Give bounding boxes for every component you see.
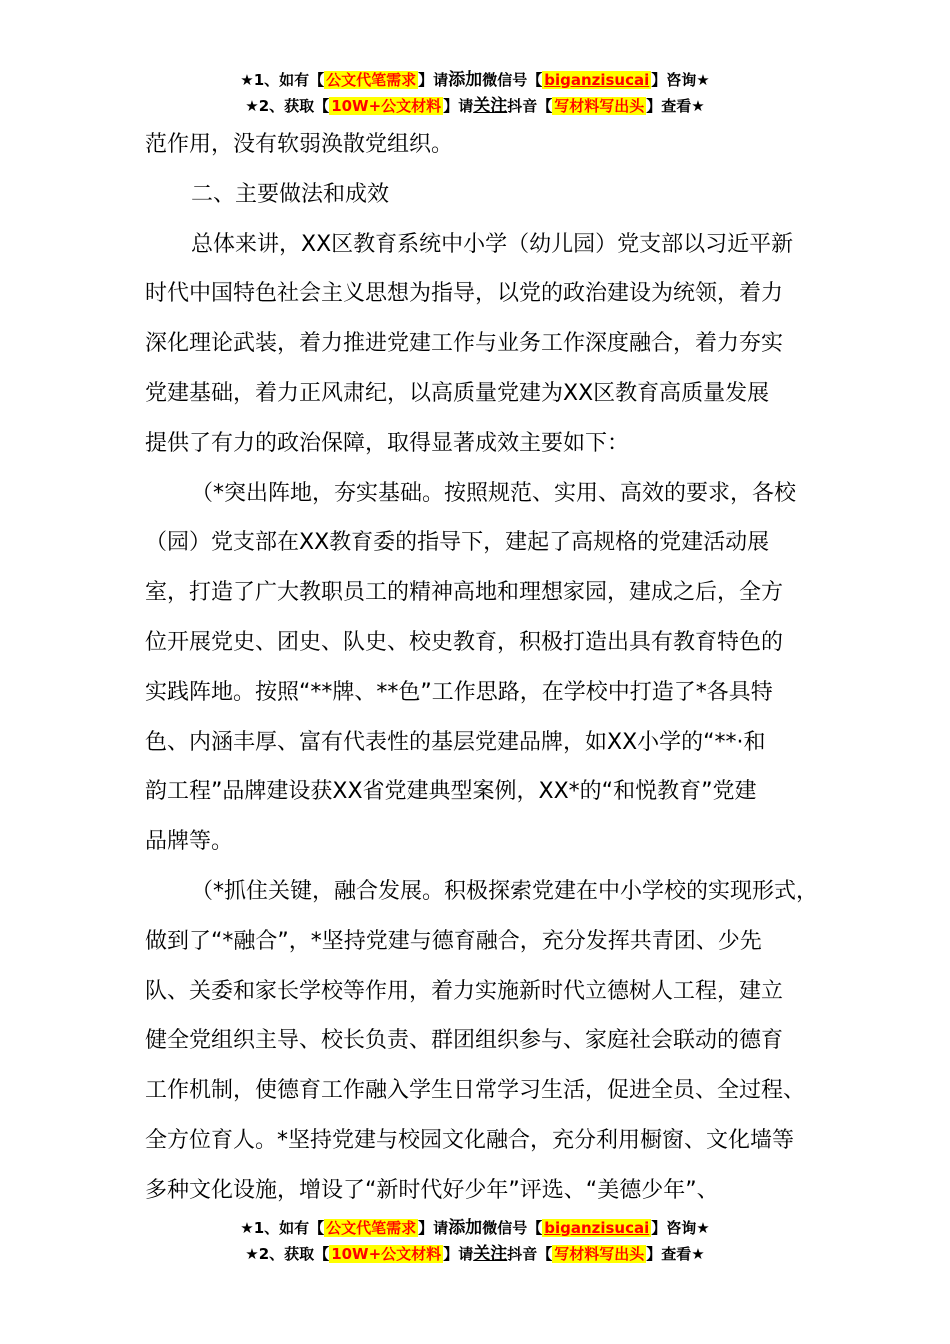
promo-text: 】请: [418, 71, 449, 89]
douyin-account: 写材料写出头: [554, 1245, 645, 1263]
body-line: 时代中国特色社会主义思想为指导，以党的政治建设为统领，着力: [145, 281, 784, 307]
body-line: 全方位育人。*坚持党建与校园文化融合，充分利用橱窗、文化墙等: [145, 1127, 795, 1153]
body-line: 范作用，没有软弱涣散党组织。: [145, 132, 454, 157]
promo-text: 2、获取【: [258, 1245, 330, 1263]
wechat-id: biganzisucai: [544, 1219, 650, 1237]
star-icon: ★: [245, 1245, 259, 1263]
promo-text: 】咨询★: [651, 71, 710, 89]
promo-line-1: [0, 67, 950, 93]
section-heading: 二、主要做法和成效: [191, 181, 390, 207]
body-line: 队、关委和家长学校等作用，着力实施新时代立德树人工程，建立: [145, 978, 784, 1004]
body-line: 实践阵地。按照“**牌、**色”工作思路，在学校中打造了*各具特: [145, 679, 773, 705]
promo-banner-bottom: [0, 1215, 950, 1267]
body-line: 健全党组织主导、校长负责、群团组织参与、家庭社会联动的德育: [145, 1028, 784, 1054]
promo-emphasis: 添加: [448, 70, 483, 90]
body-line: 色、内涵丰厚、富有代表性的基层党建品牌，如XX小学的“**·和: [145, 729, 766, 755]
star-icon: ★: [240, 1219, 254, 1237]
promo-text: 】查看★: [646, 1245, 705, 1263]
promo-line-2: [0, 93, 950, 119]
promo-emphasis: 关注: [473, 96, 508, 116]
body-line: 总体来讲，XX区教育系统中小学（幼儿园）党支部以习近平新: [191, 231, 794, 257]
body-line: 做到了“*融合”，*坚持党建与德育融合，充分发挥共青团、少先: [145, 928, 762, 954]
body-line: 韵工程”品牌建设获XX省党建典型案例，XX*的“和悦教育”党建: [145, 779, 757, 805]
promo-text: 】咨询★: [651, 1219, 710, 1237]
body-line: （*突出阵地，夯实基础。按照规范、实用、高效的要求，各校: [191, 480, 797, 506]
body-line: 室，打造了广大教职员工的精神高地和理想家园，建成之后，全方: [145, 580, 784, 606]
promo-emphasis: 关注: [473, 1244, 508, 1264]
body-line: 品牌等。: [145, 829, 234, 855]
promo-text: 】请: [443, 97, 474, 115]
body-line: （园）党支部在XX教育委的指导下，建起了高规格的党建活动展: [145, 530, 770, 556]
promo-highlight: 公文代笔需求: [326, 1219, 417, 1237]
promo-text: 】请: [418, 1219, 449, 1237]
body-line: 多种文化设施，增设了“新时代好少年”评选、“美德少年”、: [145, 1177, 719, 1203]
promo-text: 抖音【: [507, 97, 553, 115]
promo-line-1: [0, 1215, 950, 1241]
promo-text: 微信号【: [482, 1219, 543, 1237]
promo-line-2: [0, 1241, 950, 1267]
star-icon: ★: [240, 71, 254, 89]
body-line: 提供了有力的政治保障，取得显著成效主要如下：: [145, 430, 630, 456]
promo-text: 2、获取【: [258, 97, 330, 115]
wechat-id: biganzisucai: [544, 71, 650, 89]
promo-text: 】请: [443, 1245, 474, 1263]
body-line: （*抓住关键，融合发展。积极探索党建在中小学校的实现形式，: [191, 878, 819, 904]
body-line: 工作机制，使德育工作融入学生日常学习生活，促进全员、全过程、: [145, 1078, 806, 1104]
promo-banner-top: [0, 67, 950, 119]
douyin-account: 写材料写出头: [554, 97, 645, 115]
body-line: 位开展党史、团史、队史、校史教育，积极打造出具有教育特色的: [145, 629, 784, 655]
promo-highlight: 公文代笔需求: [326, 71, 417, 89]
body-line: 深化理论武装，着力推进党建工作与业务工作深度融合，着力夯实: [145, 331, 784, 357]
promo-emphasis: 添加: [448, 1218, 483, 1238]
promo-highlight: 10W+公文材料: [331, 1245, 442, 1263]
promo-text: 1、如有【: [253, 71, 325, 89]
promo-text: 微信号【: [482, 71, 543, 89]
promo-text: 】查看★: [646, 97, 705, 115]
star-icon: ★: [245, 97, 259, 115]
body-line: 党建基础，着力正风肃纪，以高质量党建为XX区教育高质量发展: [145, 380, 770, 406]
document-body: [145, 120, 819, 1216]
promo-text: 抖音【: [507, 1245, 553, 1263]
promo-text: 1、如有【: [253, 1219, 325, 1237]
promo-highlight: 10W+公文材料: [331, 97, 442, 115]
